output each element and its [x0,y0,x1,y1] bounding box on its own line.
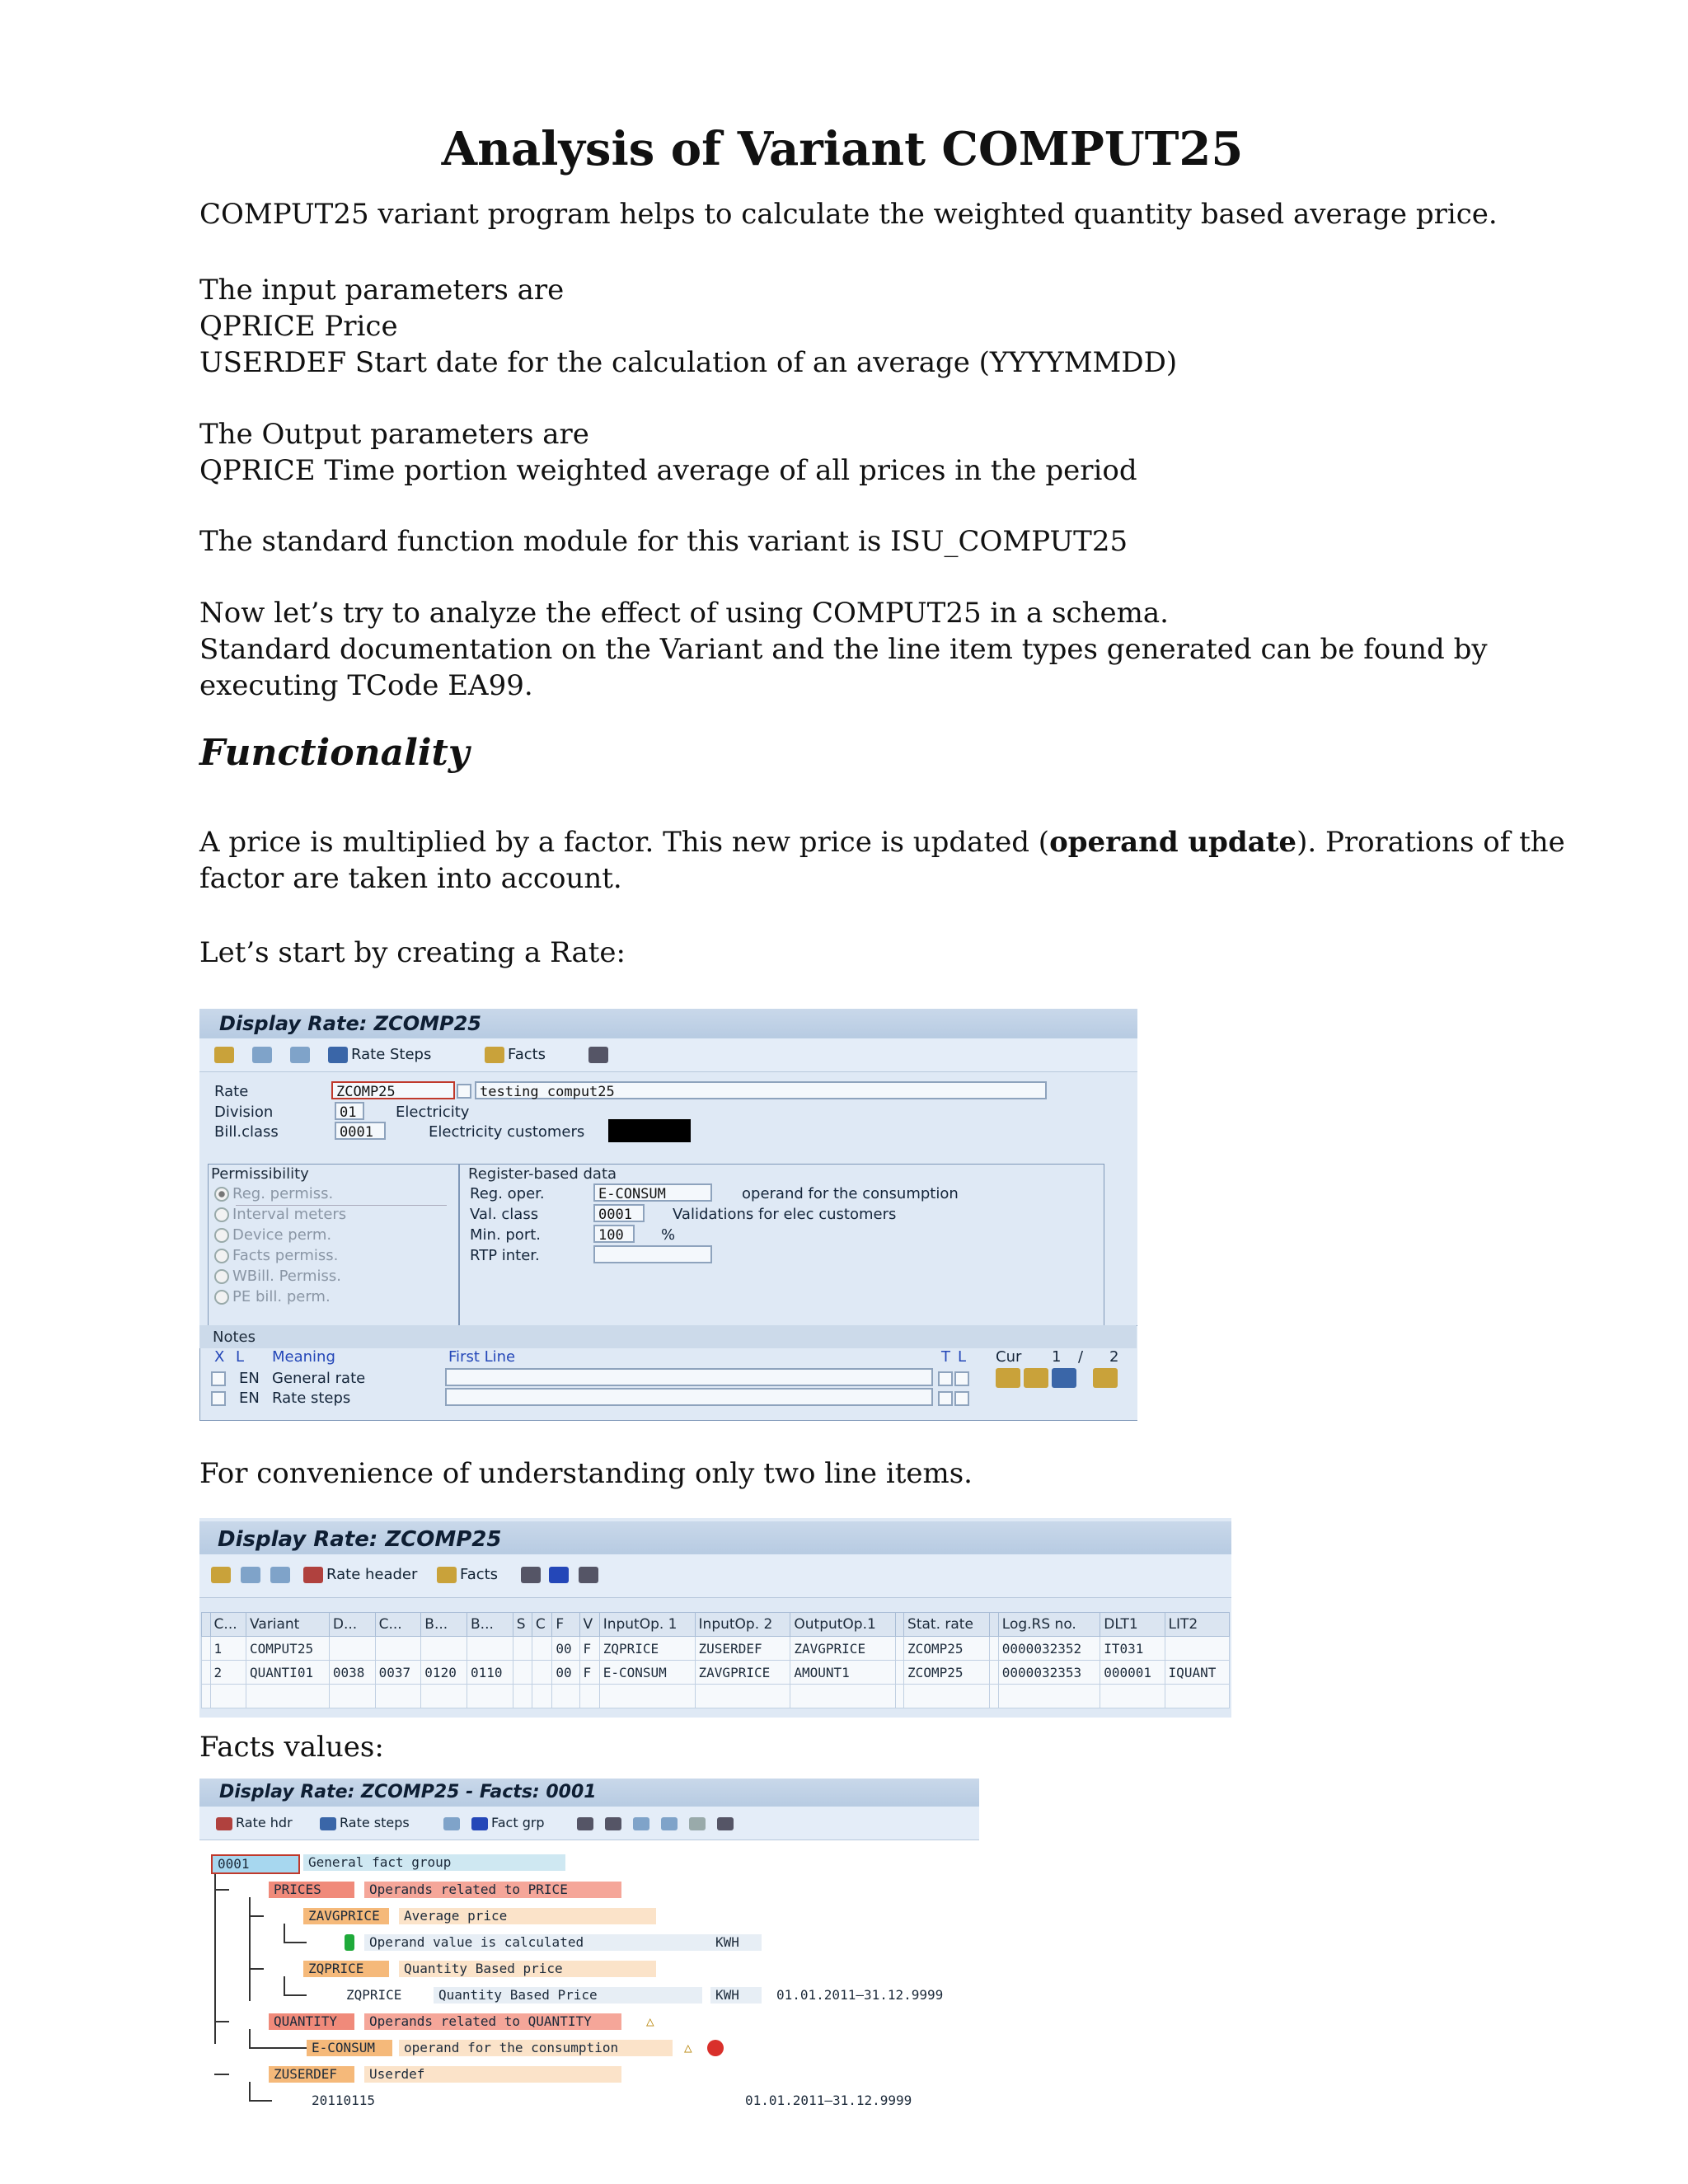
val-class-label: Val. class [470,1206,539,1223]
rate-header-icon [303,1567,323,1583]
input-param-2: USERDEF Start date for the calculation of an average (YYYYMMDD) [199,346,1178,379]
note-row-1-lang: EN [239,1370,260,1387]
col-meaning: Meaning [272,1348,335,1366]
table-cell: 0120 [421,1661,467,1685]
rtp-label: RTP inter. [470,1247,540,1264]
zqprice-period: 01.01.2011—31.12.9999 [776,1987,944,2003]
note-row-1-meaning: General rate [272,1370,366,1387]
table-cell: IQUANT [1165,1661,1229,1685]
column-header[interactable]: F [552,1613,579,1637]
rate-label: Rate [214,1083,249,1100]
perm-option-device[interactable]: Device perm. [214,1226,331,1244]
cur-sep: / [1078,1348,1084,1366]
zuserdef-code[interactable]: ZUSERDEF [269,2066,354,2083]
facts-icon [485,1047,504,1063]
functionality-paragraph: A price is multiplied by a factor. This new price is updated (operand update). Prorations of the [199,826,1565,859]
column-header[interactable] [202,1613,211,1637]
table-cell: 0110 [467,1661,513,1685]
note-row-1-select[interactable] [211,1371,226,1386]
prices-code[interactable]: PRICES [269,1882,354,1898]
rate-hdr-button[interactable]: Rate hdr [216,1815,293,1830]
functionality-heading: Functionality [199,732,470,774]
column-header[interactable]: B... [467,1613,513,1637]
table-cell [202,1685,211,1708]
table-cell [329,1637,375,1661]
table-cell [467,1637,513,1661]
cur-total: 2 [1109,1348,1119,1366]
billclass-description: Electricity customers [429,1123,585,1141]
econsum-desc: operand for the consumption [399,2040,673,2056]
rate-steps-button[interactable]: Rate steps [320,1815,410,1830]
note-row-1-first-line[interactable] [445,1368,933,1386]
reg-oper-description: operand for the consumption [742,1185,959,1202]
function-module-line: The standard function module for this variant is ISU_COMPUT25 [199,525,1128,558]
sap-facts-screen [199,1779,979,2125]
rate-steps-button[interactable]: Rate Steps [328,1046,431,1063]
toolbar [199,1038,1137,1072]
zavgprice-code[interactable]: ZAVGPRICE [303,1908,389,1924]
table-cell: ZAVGPRICE [695,1661,790,1685]
analyze-line-2: Standard documentation on the Variant and the line item types generated can be found by [199,633,1488,666]
input-param-1: QPRICE Price [199,310,398,343]
org-icon[interactable] [579,1566,602,1583]
billclass-field[interactable]: 0001 [335,1122,386,1140]
perm-option-facts[interactable]: Facts permiss. [214,1247,338,1264]
min-port-label: Min. port. [470,1226,542,1244]
table-cell: 0000032353 [998,1661,1100,1685]
zqprice-value-code: ZQPRICE [346,1987,402,2003]
perm-option-reg[interactable]: Reg. permiss. [214,1185,333,1202]
radio-icon [214,1207,229,1222]
table-cell [552,1685,579,1708]
note-row-2-t[interactable] [938,1391,953,1406]
zqprice-unit: KWH [710,1987,762,2004]
table-row-empty[interactable] [202,1685,1230,1708]
radio-icon [214,1228,229,1243]
table-cell [579,1685,599,1708]
table-cell [695,1685,790,1708]
table-cell: 2 [210,1661,246,1685]
reg-oper-label: Reg. oper. [470,1185,545,1202]
min-port-unit: % [661,1226,676,1244]
screen-title: Display Rate: ZCOMP25 - Facts: 0001 [199,1779,979,1807]
zavgprice-desc: Average price [399,1908,656,1924]
table-cell: 000001 [1100,1661,1165,1685]
table-cell [246,1685,330,1708]
other-object-icon[interactable] [290,1046,313,1063]
column-header[interactable]: Stat. rate [904,1613,990,1637]
table-cell [202,1661,211,1685]
screen-title: Display Rate: ZCOMP25 [199,1009,1137,1038]
table-cell [329,1685,375,1708]
facts-button[interactable]: Facts [485,1046,546,1063]
zavgprice-value: Operand value is calculated [364,1934,712,1951]
table-cell [467,1685,513,1708]
table-cell: ZQPRICE [599,1637,695,1661]
table-cell: F [579,1637,599,1661]
billclass-label: Bill.class [214,1123,279,1141]
cur-page: 1 [1052,1348,1062,1366]
rtp-field[interactable] [593,1245,712,1263]
glasses-icon[interactable] [211,1566,234,1583]
col-l: L [236,1348,245,1366]
table-cell: ZCOMP25 [904,1661,990,1685]
note-row-2-meaning: Rate steps [272,1390,351,1407]
rate-steps-table [201,1612,1230,1708]
root-fact-group-desc: General fact group [303,1854,565,1871]
note-row-1-t[interactable] [938,1371,953,1386]
column-header[interactable]: D... [329,1613,375,1637]
facts-values-line: Facts values: [199,1731,384,1764]
min-port-field[interactable]: 100 [593,1225,635,1243]
table-cell: ZAVGPRICE [790,1637,895,1661]
person-icon[interactable] [1093,1368,1118,1388]
table-cell [532,1637,551,1661]
start-rate-line: Let’s start by creating a Rate: [199,936,626,969]
column-header[interactable]: DLT1 [1100,1613,1165,1637]
col-t: T [941,1348,950,1366]
fact-grp-button[interactable]: Fact grp [471,1815,545,1830]
table-cell [895,1685,904,1708]
zqprice-desc: Quantity Based price [399,1961,656,1977]
table-cell: ZUSERDEF [695,1637,790,1661]
table-cell [1165,1637,1229,1661]
table-cell [990,1685,999,1708]
zuserdef-desc: Userdef [364,2066,621,2083]
table-cell [1165,1685,1229,1708]
radio-icon [214,1290,229,1305]
zuserdef-value: 20110115 [312,2093,376,2108]
econsum-code[interactable]: E-CONSUM [307,2040,392,2056]
table-cell: QUANTI01 [246,1661,330,1685]
val-class-field[interactable]: 0001 [593,1204,645,1222]
table-cell: E-CONSUM [599,1661,695,1685]
radio-icon [214,1249,229,1263]
output-params-heading: The Output parameters are [199,418,589,451]
table-icon[interactable] [1052,1368,1076,1388]
table-cell [990,1661,999,1685]
table-cell [210,1685,246,1708]
col-l2: L [958,1348,967,1366]
table-cell [790,1685,895,1708]
table-cell [895,1637,904,1661]
division-field[interactable]: 01 [335,1102,364,1120]
radio-icon [214,1269,229,1284]
table-cell [895,1661,904,1685]
edit-icon[interactable] [996,1368,1020,1388]
note-row-2-first-line[interactable] [445,1388,933,1406]
table-cell [375,1685,421,1708]
input-params-heading: The input parameters are [199,274,565,307]
table-cell [998,1685,1100,1708]
reg-oper-field[interactable]: E-CONSUM [593,1183,712,1202]
cur-label: Cur [996,1348,1022,1366]
table-icon [328,1047,348,1063]
table-row[interactable] [202,1637,1230,1661]
glasses-icon[interactable] [214,1046,237,1063]
output-param-1: QPRICE Time portion weighted average of all prices in the period [199,454,1137,487]
table-cell [1100,1685,1165,1708]
table-cell: 00 [552,1661,579,1685]
operand-update-emphasis: operand update [1049,826,1297,859]
column-header[interactable]: InputOp. 2 [695,1613,790,1637]
table-cell: AMOUNT1 [790,1661,895,1685]
root-fact-group-code[interactable]: 0001 [211,1854,300,1874]
sap-display-rate-screen [199,1009,1137,1421]
table-cell [375,1637,421,1661]
table-cell: COMPUT25 [246,1637,330,1661]
division-label: Division [214,1104,274,1121]
quantity-desc: Operands related to QUANTITY [364,2013,621,2030]
rate-description-field[interactable]: testing comput25 [475,1081,1047,1099]
list-icon[interactable] [521,1566,544,1583]
column-header[interactable]: OutputOp.1 [790,1613,895,1637]
table-cell [599,1685,695,1708]
column-header[interactable] [990,1613,999,1637]
division-description: Electricity [396,1104,470,1121]
table-cell: IT031 [1100,1637,1165,1661]
register-based-title: Register-based data [468,1165,617,1183]
table-cell [990,1637,999,1661]
table-cell: 0037 [375,1661,421,1685]
zqprice-value-desc: Quantity Based Price [434,1987,702,2004]
rate-search-help-icon[interactable] [457,1084,471,1099]
table-row[interactable] [202,1661,1230,1685]
warning-icon: △ [684,2040,692,2055]
table-cell: 0000032352 [998,1637,1100,1661]
note-row-2-select[interactable] [211,1391,226,1406]
table-cell: 1 [210,1637,246,1661]
column-header[interactable]: C... [210,1613,246,1637]
column-header[interactable]: Variant [246,1613,330,1637]
val-class-description: Validations for elec customers [673,1206,897,1223]
table-cell [421,1637,467,1661]
table-cell [421,1685,467,1708]
note-row-2-lang: EN [239,1390,260,1407]
table-cell [532,1661,551,1685]
column-header[interactable] [895,1613,904,1637]
analyze-line-1: Now let’s try to analyze the effect of using COMPUT25 in a schema. [199,597,1169,630]
zqprice-code[interactable]: ZQPRICE [303,1961,389,1977]
table-cell [513,1661,532,1685]
screen-title: Display Rate: ZCOMP25 [199,1521,1231,1554]
column-header[interactable]: LIT2 [1165,1613,1229,1637]
column-header[interactable]: Log.RS no. [998,1613,1100,1637]
note-row-2-l[interactable] [954,1391,969,1406]
redacted-block [608,1119,691,1142]
perm-option-wbill[interactable]: WBill. Permiss. [214,1268,341,1285]
col-first-line: First Line [448,1348,516,1366]
facts-icon [437,1567,457,1583]
analyze-line-3: executing TCode EA99. [199,669,533,702]
other-object-icon[interactable] [270,1566,293,1583]
intro-paragraph: COMPUT25 variant program helps to calculate the weighted quantity based average price. [199,198,1498,231]
rate-field[interactable]: ZCOMP25 [331,1081,455,1099]
functionality-paragraph-2: factor are taken into account. [199,862,622,895]
table-cell [513,1637,532,1661]
two-items-line: For convenience of understanding only two line items. [199,1457,973,1490]
green-status-icon [345,1934,354,1951]
table-cell: 00 [552,1637,579,1661]
perm-option-pe[interactable]: PE bill. perm. [214,1288,331,1305]
column-header[interactable]: V [579,1613,599,1637]
radio-icon [214,1187,229,1202]
column-header[interactable]: B... [421,1613,467,1637]
table-cell: ZCOMP25 [904,1637,990,1661]
table-cell [532,1685,551,1708]
copy-icon[interactable] [241,1566,264,1583]
permissibility-title: Permissibility [211,1165,309,1183]
perm-option-interval[interactable]: Interval meters [214,1206,346,1223]
table-cell [202,1637,211,1661]
notes-title: Notes [213,1329,256,1346]
page-title: Analysis of Variant COMPUT25 [441,122,1244,176]
copy-icon[interactable] [252,1046,275,1063]
prices-desc: Operands related to PRICE [364,1882,621,1898]
warning-icon: △ [646,2013,654,2029]
facts-button[interactable]: Facts [437,1566,498,1583]
table-cell: 0038 [329,1661,375,1685]
facts-tree [199,1779,979,2125]
rate-header-button[interactable]: Rate header [303,1566,417,1583]
error-icon [707,2040,724,2056]
table-cell [513,1685,532,1708]
table-cell [904,1685,990,1708]
column-header[interactable]: C... [375,1613,421,1637]
column-header[interactable]: S [513,1613,532,1637]
table-cell: F [579,1661,599,1685]
org-icon[interactable] [588,1046,612,1063]
info-icon[interactable] [549,1566,572,1583]
zavgprice-unit: KWH [710,1934,762,1951]
toolbar [199,1554,1231,1598]
quantity-code[interactable]: QUANTITY [269,2013,354,2030]
column-header[interactable]: InputOp. 1 [599,1613,695,1637]
zuserdef-period: 01.01.2011—31.12.9999 [745,2093,912,2108]
column-header[interactable]: C [532,1613,551,1637]
sap-rate-steps-screen [199,1518,1231,1718]
note-row-1-l[interactable] [954,1371,969,1386]
import-icon[interactable] [1024,1368,1048,1388]
col-x: X [214,1348,225,1366]
